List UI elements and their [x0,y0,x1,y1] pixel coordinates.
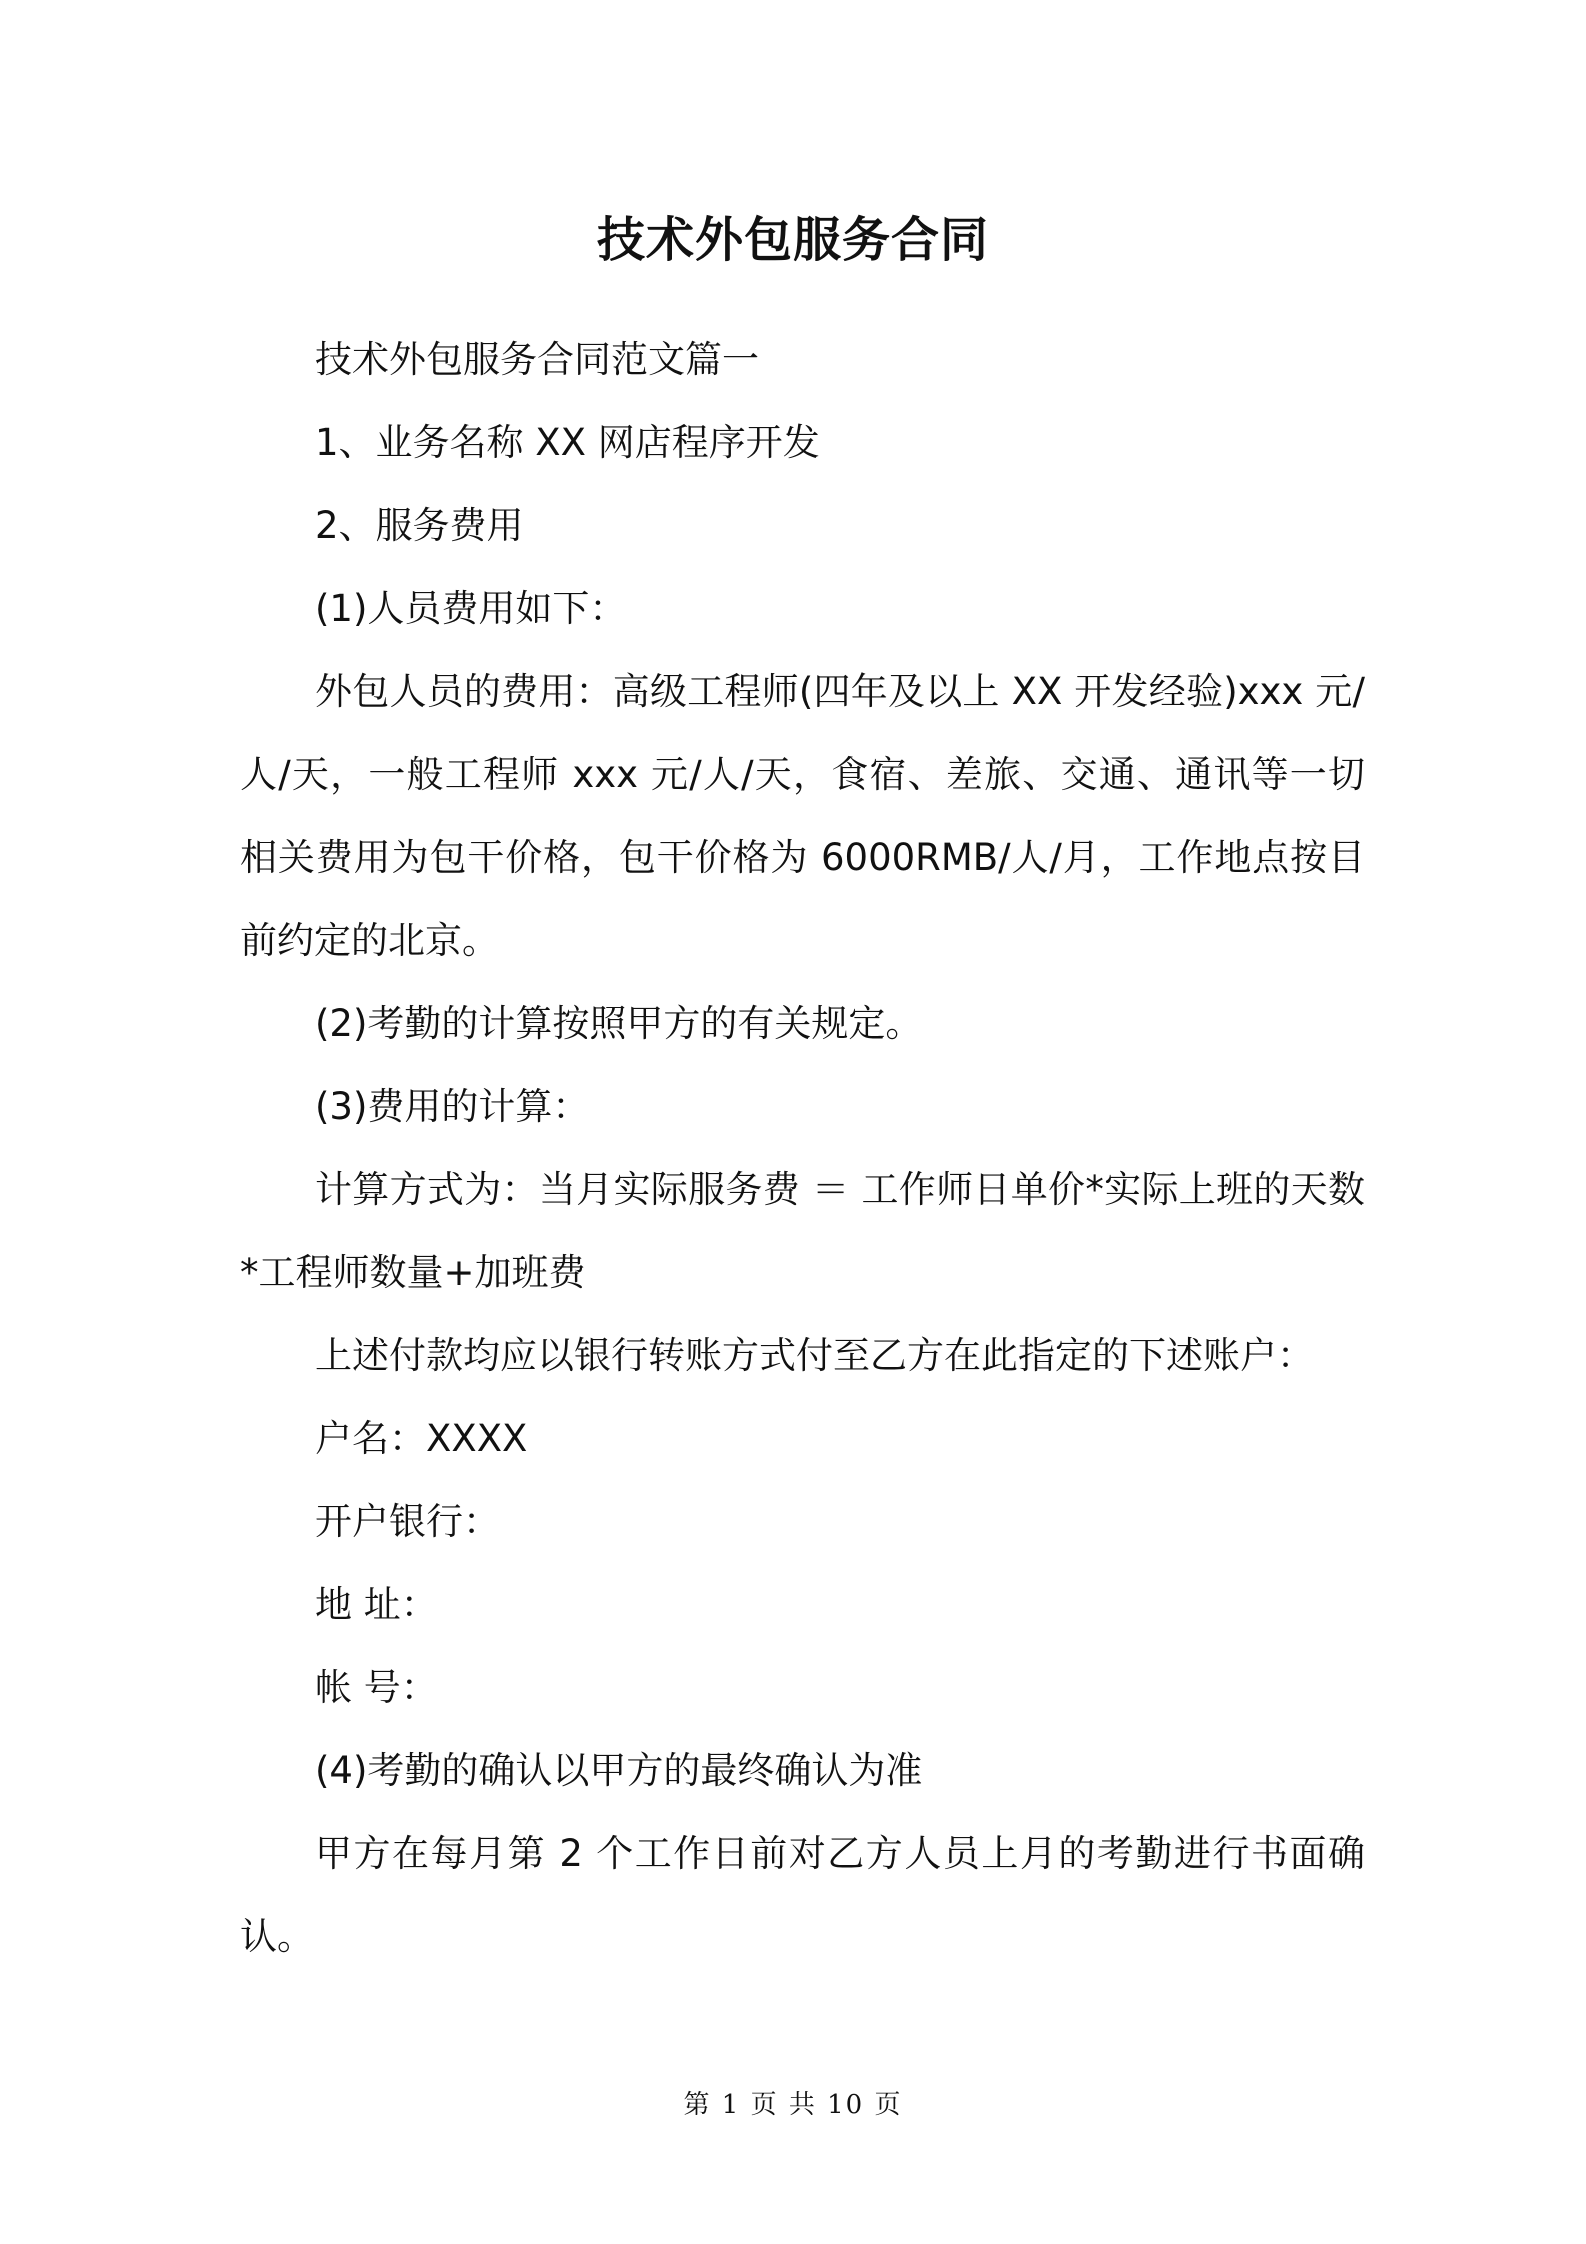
calculation-method-paragraph: 计算方式为：当月实际服务费 ＝ 工作师日单价*实际上班的天数*工程师数量+加班费 [240,1168,1365,1294]
service-fee-heading: 2、服务费用 [315,504,524,547]
outsourcing-fee-paragraph: 外包人员的费用：高级工程师(四年及以上 XX 开发经验)xxx 元/人/天，一般工程师 xxx 元/人/天，食宿、差旅、交通、通讯等一切相关费用为包干价格，包干价格为 6000RMB/人/月，工作地点按目前约定的北京。 [240,670,1365,962]
fee-calculation-heading: (3)费用的计算： [315,1085,590,1128]
subtitle-paragraph: 技术外包服务合同范文篇一 [315,338,759,381]
business-name-paragraph: 1、业务名称 XX 网店程序开发 [315,421,820,464]
document-title: 技术外包服务合同 [596,212,989,268]
bank-line: 开户银行： [315,1500,500,1543]
page-footer [0,2088,1586,2122]
payment-account-paragraph: 上述付款均应以银行转账方式付至乙方在此指定的下述账户： [315,1334,1314,1377]
account-number-line: 帐 号： [315,1666,438,1709]
personnel-fee-heading: (1)人员费用如下： [315,587,627,630]
account-name-line: 户名：XXXX [315,1417,528,1460]
attendance-rule-paragraph: (2)考勤的计算按照甲方的有关规定。 [315,1002,923,1045]
attendance-confirm-paragraph: 甲方在每月第 2 个工作日前对乙方人员上月的考勤进行书面确认。 [240,1832,1365,1958]
document-body [240,318,1365,1978]
address-line: 地 址： [315,1583,438,1626]
attendance-confirm-heading: (4)考勤的确认以甲方的最终确认为准 [315,1749,923,1792]
page-number-label: 第 1 页 共 10 页 [683,2090,903,2120]
